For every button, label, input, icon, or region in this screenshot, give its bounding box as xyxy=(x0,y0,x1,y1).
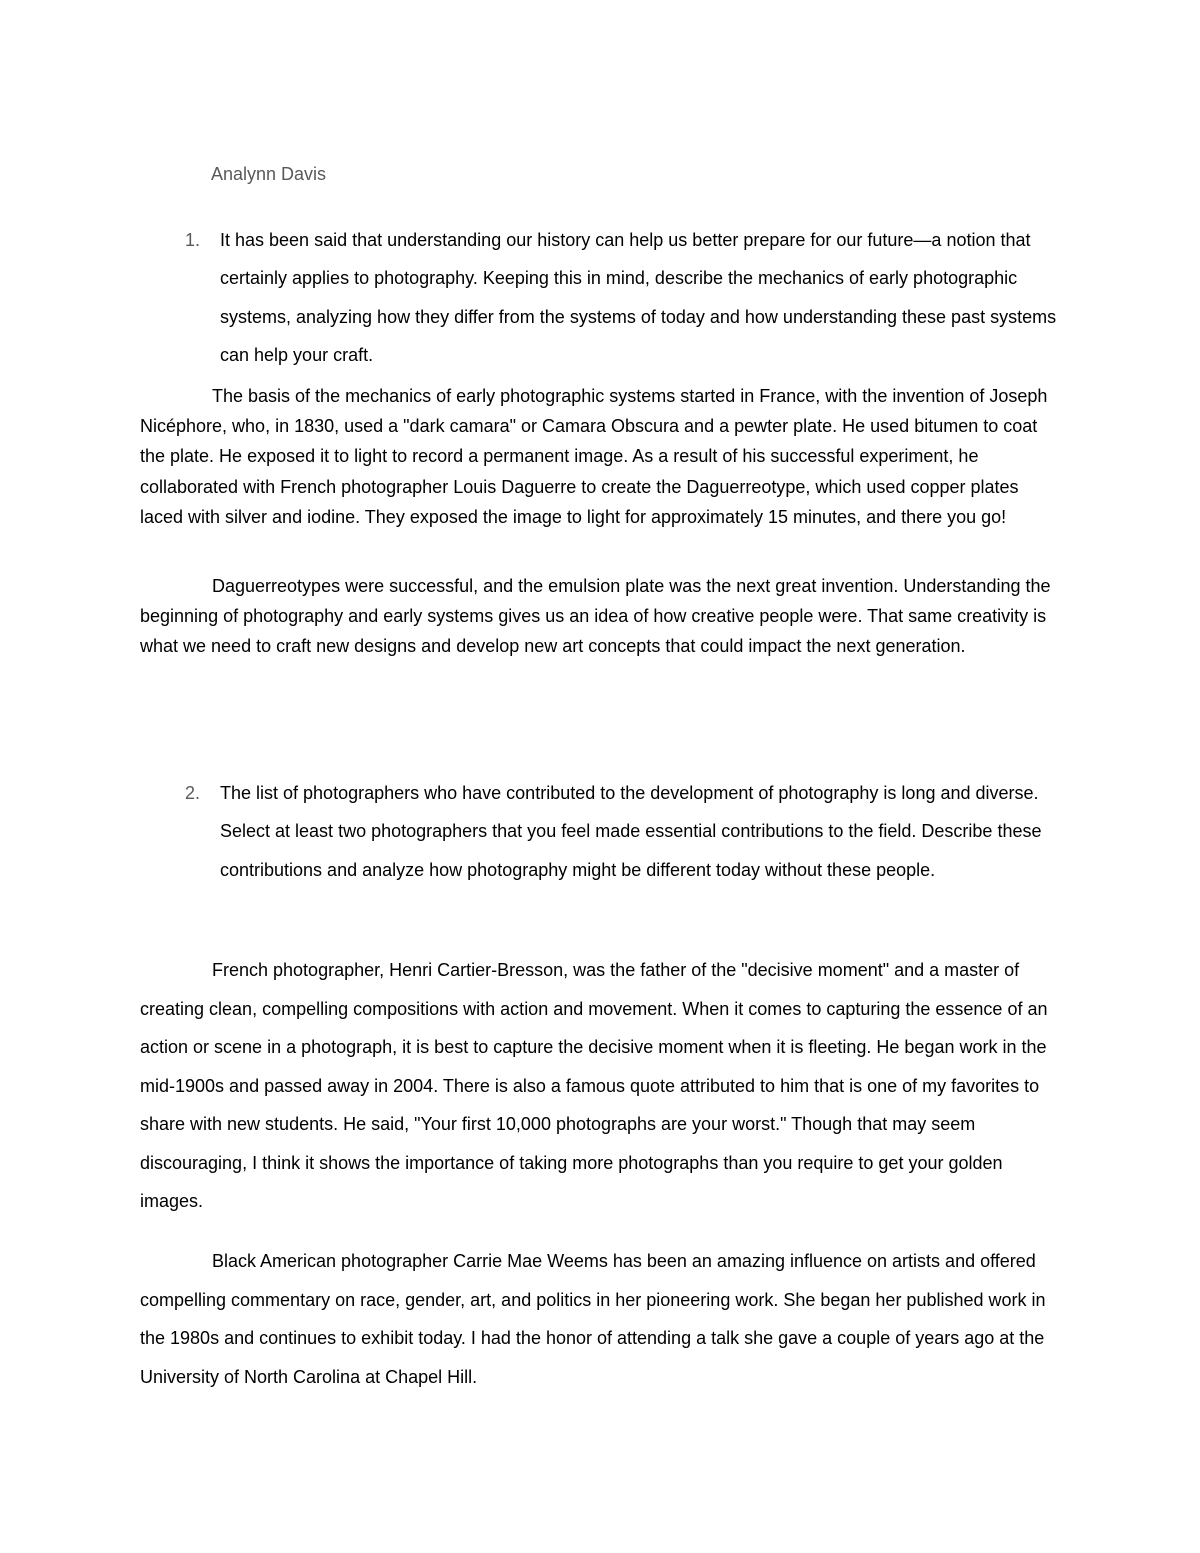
answer-paragraph: The basis of the mechanics of early photographic systems started in France, with the invention of Joseph Nicéphore, who, in 1830, used a "dark camara" or Camara Obscura and a pewter plate. He used bitumen to coat the plate. He exposed it to light to record a permanent image. As a result of his successful experiment, he collaborated with French photographer Louis Daguerre to create the Daguerreotype, which used copper plates laced with silver and iodine. They exposed the image to light for approximately 15 minutes, and there you go! xyxy=(140,386,1048,527)
question-number: 2. xyxy=(185,783,201,803)
question-text: It has been said that understanding our history can help us better prepare for our future—a notion that certainly applies to photography. Keeping this in mind, describe the mechanics of early photographic systems, analyzing how they differ from the systems of today and how understanding these past systems can help your craft. xyxy=(220,230,1057,365)
answer-paragraph: Daguerreotypes were successful, and the emulsion plate was the next great invention. Understanding the beginning of photography and early systems gives us an idea of how creative people were. That same creativity is what we need to craft new designs and develop new art concepts that could impact the next generation. xyxy=(140,576,1051,657)
question-text: The list of photographers who have contributed to the development of photography is long and diverse. Select at least two photographers that you feel made essential contributions to the field. Describe these contributions and analyze how photography might be different today without these people. xyxy=(220,783,1042,880)
answer-paragraph: French photographer, Henri Cartier-Bresson, was the father of the "decisive moment" and a master of creating clean, compelling compositions with action and movement. When it comes to capturing the essence of an action or scene in a photograph, it is best to capture the decisive moment when it is fleeting. He began work in the mid-1900s and passed away in 2004. There is also a famous quote attributed to him that is one of my favorites to share with new students. He said, "Your first 10,000 photographs are your worst." Though that may seem discouraging, I think it shows the importance of taking more photographs than you require to get your golden images. xyxy=(140,960,1048,1211)
answer-paragraph: Black American photographer Carrie Mae Weems has been an amazing influence on artists and offered compelling commentary on race, gender, art, and politics in her pioneering work. She began her published work in the 1980s and continues to exhibit today. I had the honor of attending a talk she gave a couple of years ago at the University of North Carolina at Chapel Hill. xyxy=(140,1251,1046,1387)
question-number: 1. xyxy=(185,230,201,250)
author-name: Analynn Davis xyxy=(211,164,327,184)
